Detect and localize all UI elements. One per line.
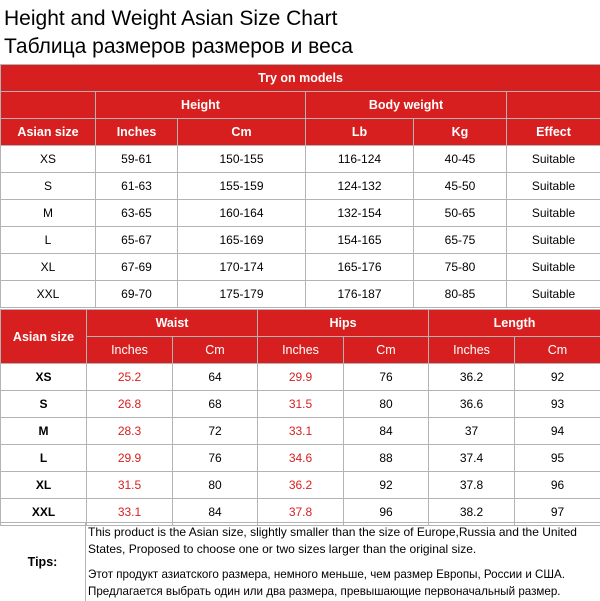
height-cm-cell: 155-159 bbox=[178, 173, 306, 200]
effect-cell: Suitable bbox=[507, 146, 600, 173]
hips-group-header: Hips bbox=[258, 310, 429, 337]
column-header-effect: Effect bbox=[507, 119, 600, 146]
hips-cm-cell: 76 bbox=[344, 364, 429, 391]
effect-cell: Suitable bbox=[507, 200, 600, 227]
effect-cell: Suitable bbox=[507, 173, 600, 200]
hips-inches-cell: 36.2 bbox=[258, 472, 344, 499]
waist-inches-cell: 33.1 bbox=[87, 499, 173, 526]
height-cm-cell: 170-174 bbox=[178, 254, 306, 281]
height-cm-cell: 175-179 bbox=[178, 281, 306, 308]
table-row bbox=[1, 200, 600, 227]
weight-lb-cell: 154-165 bbox=[306, 227, 414, 254]
height-cm-cell: 150-155 bbox=[178, 146, 306, 173]
tips-label: Tips: bbox=[0, 523, 86, 601]
effect-cell: Suitable bbox=[507, 254, 600, 281]
length-inches-cell: 37.8 bbox=[429, 472, 515, 499]
size-cell: XXL bbox=[1, 499, 87, 526]
length-cm-cell: 95 bbox=[515, 445, 600, 472]
size-cell: S bbox=[1, 173, 96, 200]
length-inches-cell: 37 bbox=[429, 418, 515, 445]
weight-lb-cell: 124-132 bbox=[306, 173, 414, 200]
height-inches-cell: 63-65 bbox=[96, 200, 178, 227]
column-header-cm: Cm bbox=[178, 119, 306, 146]
size-cell: L bbox=[1, 445, 87, 472]
length-group-header: Length bbox=[429, 310, 600, 337]
column-header-asian-size: Asian size bbox=[1, 310, 87, 364]
length-inches-cell: 37.4 bbox=[429, 445, 515, 472]
column-header-hips-cm: Cm bbox=[344, 337, 429, 364]
body-weight-group-header: Body weight bbox=[306, 92, 507, 119]
table-row bbox=[1, 472, 600, 499]
weight-kg-cell: 50-65 bbox=[414, 200, 507, 227]
height-inches-cell: 65-67 bbox=[96, 227, 178, 254]
height-group-header: Height bbox=[96, 92, 306, 119]
hips-inches-cell: 29.9 bbox=[258, 364, 344, 391]
height-inches-cell: 61-63 bbox=[96, 173, 178, 200]
weight-lb-cell: 165-176 bbox=[306, 254, 414, 281]
column-header-hips-inches: Inches bbox=[258, 337, 344, 364]
waist-inches-cell: 29.9 bbox=[87, 445, 173, 472]
size-cell: XL bbox=[1, 472, 87, 499]
hips-cm-cell: 88 bbox=[344, 445, 429, 472]
hips-cm-cell: 84 bbox=[344, 418, 429, 445]
try-on-models-header: Try on models bbox=[1, 65, 600, 92]
table-row bbox=[1, 391, 600, 418]
chart-title-english: Height and Weight Asian Size Chart bbox=[4, 7, 337, 31]
table-row bbox=[1, 173, 600, 200]
length-cm-cell: 92 bbox=[515, 364, 600, 391]
column-header-waist-cm: Cm bbox=[173, 337, 258, 364]
chart-title-russian: Таблица размеров размеров и веса bbox=[4, 35, 353, 59]
weight-kg-cell: 80-85 bbox=[414, 281, 507, 308]
blank-header-cell bbox=[507, 92, 600, 119]
length-cm-cell: 93 bbox=[515, 391, 600, 418]
height-weight-table bbox=[0, 64, 600, 308]
column-header-length-inches: Inches bbox=[429, 337, 515, 364]
column-header-kg: Kg bbox=[414, 119, 507, 146]
column-header-waist-inches: Inches bbox=[87, 337, 173, 364]
length-cm-cell: 96 bbox=[515, 472, 600, 499]
tips-text-russian: Этот продукт азиатского размера, немного меньше, чем размер Европы, России и США. Предлагается выбрать один или два размера, превышающие первоначальный размер. bbox=[88, 566, 598, 600]
weight-lb-cell: 176-187 bbox=[306, 281, 414, 308]
height-inches-cell: 69-70 bbox=[96, 281, 178, 308]
length-cm-cell: 94 bbox=[515, 418, 600, 445]
size-cell: XS bbox=[1, 364, 87, 391]
hips-cm-cell: 92 bbox=[344, 472, 429, 499]
waist-cm-cell: 76 bbox=[173, 445, 258, 472]
height-cm-cell: 165-169 bbox=[178, 227, 306, 254]
hips-cm-cell: 80 bbox=[344, 391, 429, 418]
hips-inches-cell: 33.1 bbox=[258, 418, 344, 445]
weight-kg-cell: 75-80 bbox=[414, 254, 507, 281]
waist-cm-cell: 64 bbox=[173, 364, 258, 391]
size-cell: S bbox=[1, 391, 87, 418]
column-header-lb: Lb bbox=[306, 119, 414, 146]
waist-cm-cell: 80 bbox=[173, 472, 258, 499]
height-inches-cell: 59-61 bbox=[96, 146, 178, 173]
hips-inches-cell: 31.5 bbox=[258, 391, 344, 418]
table-row bbox=[1, 445, 600, 472]
weight-kg-cell: 40-45 bbox=[414, 146, 507, 173]
table-row bbox=[1, 364, 600, 391]
weight-lb-cell: 132-154 bbox=[306, 200, 414, 227]
blank-header-cell bbox=[1, 92, 96, 119]
weight-kg-cell: 65-75 bbox=[414, 227, 507, 254]
hips-inches-cell: 37.8 bbox=[258, 499, 344, 526]
size-cell: L bbox=[1, 227, 96, 254]
waist-group-header: Waist bbox=[87, 310, 258, 337]
weight-lb-cell: 116-124 bbox=[306, 146, 414, 173]
waist-inches-cell: 25.2 bbox=[87, 364, 173, 391]
height-cm-cell: 160-164 bbox=[178, 200, 306, 227]
column-header-length-cm: Cm bbox=[515, 337, 600, 364]
height-inches-cell: 67-69 bbox=[96, 254, 178, 281]
length-inches-cell: 36.6 bbox=[429, 391, 515, 418]
weight-kg-cell: 45-50 bbox=[414, 173, 507, 200]
tips-text-english: This product is the Asian size, slightly smaller than the size of Europe,Russia and the United States, Proposed to choose one or two sizes larger than the original size. bbox=[88, 524, 598, 558]
table-row bbox=[1, 227, 600, 254]
table-row bbox=[1, 418, 600, 445]
effect-cell: Suitable bbox=[507, 227, 600, 254]
length-inches-cell: 38.2 bbox=[429, 499, 515, 526]
hips-inches-cell: 34.6 bbox=[258, 445, 344, 472]
table-row bbox=[1, 281, 600, 308]
hips-cm-cell: 96 bbox=[344, 499, 429, 526]
length-inches-cell: 36.2 bbox=[429, 364, 515, 391]
waist-inches-cell: 26.8 bbox=[87, 391, 173, 418]
waist-cm-cell: 68 bbox=[173, 391, 258, 418]
size-cell: XXL bbox=[1, 281, 96, 308]
waist-cm-cell: 84 bbox=[173, 499, 258, 526]
table-row bbox=[1, 146, 600, 173]
length-cm-cell: 97 bbox=[515, 499, 600, 526]
tips-section bbox=[0, 522, 600, 601]
column-header-asian-size: Asian size bbox=[1, 119, 96, 146]
waist-inches-cell: 28.3 bbox=[87, 418, 173, 445]
size-cell: M bbox=[1, 200, 96, 227]
size-cell: M bbox=[1, 418, 87, 445]
size-cell: XL bbox=[1, 254, 96, 281]
column-header-inches: Inches bbox=[96, 119, 178, 146]
waist-hips-length-table bbox=[0, 309, 600, 526]
effect-cell: Suitable bbox=[507, 281, 600, 308]
tips-body bbox=[88, 524, 598, 600]
waist-cm-cell: 72 bbox=[173, 418, 258, 445]
size-cell: XS bbox=[1, 146, 96, 173]
waist-inches-cell: 31.5 bbox=[87, 472, 173, 499]
table-row bbox=[1, 254, 600, 281]
